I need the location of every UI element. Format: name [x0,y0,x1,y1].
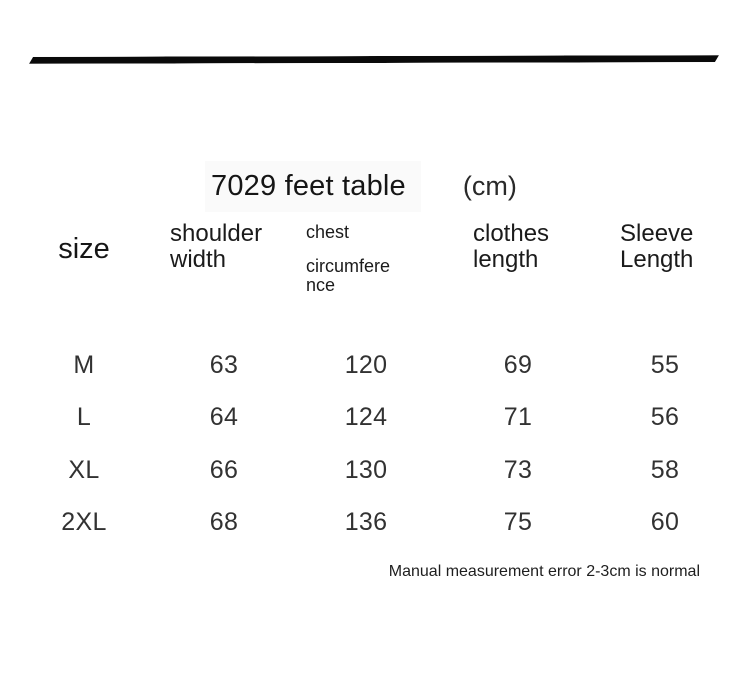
sleeve-length-value: 56 [650,402,680,431]
header-circumference-line: circumference [306,256,391,295]
table-header-row [20,215,726,307]
sleeve-length-value: 55 [650,350,680,379]
table-row-xl [20,445,726,495]
chest-circumference-value: 130 [344,455,388,484]
chest-circumference-value: 120 [344,350,388,379]
table-row-2xl [20,497,726,547]
measurement-note: Manual measurement error 2-3cm is normal [388,563,700,580]
shoulder-width-value: 66 [209,455,239,484]
size-label: L [76,402,92,431]
shoulder-width-value: 63 [209,350,239,379]
table-row-m [20,340,726,390]
header-chest-circumference [300,215,432,307]
chest-circumference-value: 136 [344,507,388,536]
header-shoulder-width: shoulder width [170,220,263,273]
shoulder-width-value: 64 [209,402,239,431]
clothes-length-value: 73 [503,455,533,484]
header-clothes-length: clothes length [473,220,550,273]
chest-circumference-value: 124 [344,402,388,431]
size-label: XL [68,455,100,484]
header-chest-line: chest [306,222,350,242]
header-sleeve-length: Sleeve Length [620,220,694,273]
divider-bar [29,55,719,64]
size-label: 2XL [61,507,107,536]
clothes-length-value: 69 [503,350,533,379]
page-title: 7029 feet table [211,170,406,202]
table-row-l [20,392,726,442]
title-row [211,170,517,203]
size-label: M [73,350,95,379]
clothes-length-value: 71 [503,402,533,431]
clothes-length-value: 75 [503,507,533,536]
sleeve-length-value: 58 [650,455,680,484]
header-size: size [58,233,110,265]
unit-label: (cm) [462,171,517,201]
sleeve-length-value: 60 [650,507,680,536]
shoulder-width-value: 68 [209,507,239,536]
